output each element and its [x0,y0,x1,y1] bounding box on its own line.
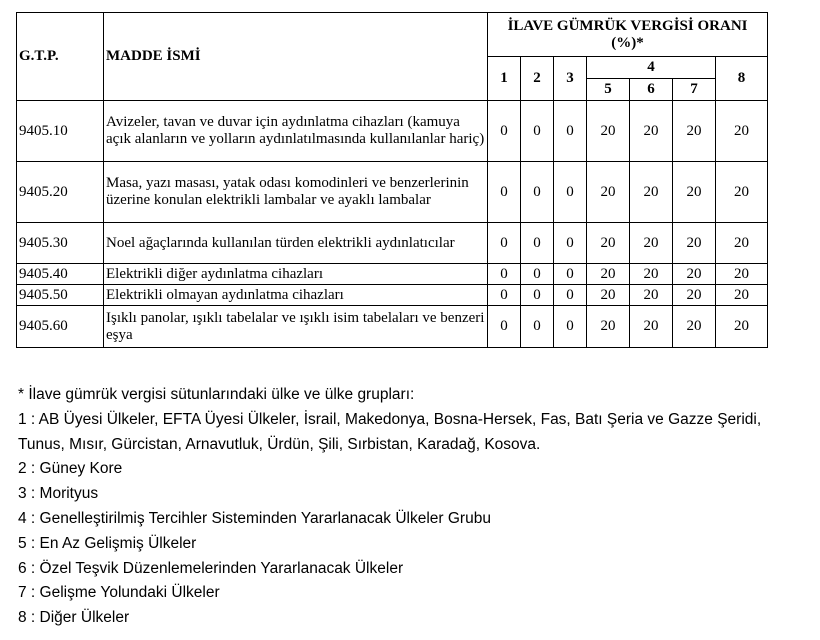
table-row [17,223,768,264]
gtp-code: 9405.60 [17,306,104,348]
table-row [17,162,768,223]
rate-cell: 20 [630,101,673,162]
rate-cell: 0 [554,223,587,264]
rate-cell: 20 [587,306,630,348]
rate-cell: 20 [587,101,630,162]
gtp-code: 9405.20 [17,162,104,223]
rate-cell: 20 [716,306,768,348]
footnote-intro: * İlave gümrük vergisi sütunlarındaki ülke ve ülke grupları: [18,386,415,403]
rate-cell: 0 [554,162,587,223]
gtp-code: 9405.50 [17,285,104,306]
item-name: Elektrikli olmayan aydınlatma cihazları [104,285,488,306]
gtp-code: 9405.40 [17,264,104,285]
col-header-1: 1 [488,57,521,101]
rate-cell: 20 [716,285,768,306]
footnote-item: 8 : Diğer Ülkeler [18,609,130,627]
table-row [17,285,768,306]
gtp-code: 9405.30 [17,223,104,264]
rate-cell: 20 [587,264,630,285]
col-header-7: 7 [673,79,716,101]
rate-cell: 20 [630,306,673,348]
rate-cell: 20 [630,285,673,306]
rate-cell: 0 [521,285,554,306]
item-name: Elektrikli diğer aydınlatma cihazları [104,264,488,285]
rate-cell: 20 [716,223,768,264]
footnotes [18,383,808,631]
rate-cell: 0 [488,223,521,264]
footnote-item: 6 : Özel Teşvik Düzenlemelerinden Yararlanacak Ülkeler [18,559,404,577]
rate-cell: 20 [673,285,716,306]
rate-cell: 20 [716,264,768,285]
footnote-item: 5 : En Az Gelişmiş Ülkeler [18,534,197,552]
gtp-header: G.T.P. [17,13,104,101]
col-header-8: 8 [716,57,768,101]
table-row [17,101,768,162]
item-name: Işıklı panolar, ışıklı tabelalar ve ışıklı isim tabelaları ve benzeri eşya [104,306,488,348]
rate-cell: 20 [673,264,716,285]
item-name: Masa, yazı masası, yatak odası komodinleri ve benzerlerinin üzerine konulan elektrikli lambalar ve ayaklı lambalar [104,162,488,223]
footnote-item: 4 : Genelleştirilmiş Tercihler Sisteminden Yararlanacak Ülkeler Grubu [18,509,491,527]
rate-cell: 20 [587,285,630,306]
rate-cell: 0 [521,306,554,348]
rate-cell: 0 [488,285,521,306]
rate-cell: 0 [488,264,521,285]
rate-cell: 0 [554,285,587,306]
item-name: Noel ağaçlarında kullanılan türden elektrikli aydınlatıcılar [104,223,488,264]
rate-cell: 0 [488,306,521,348]
footnote-item: 3 : Morityus [18,485,99,503]
rate-cell: 0 [554,101,587,162]
rate-cell: 0 [554,306,587,348]
footnote-item: 1 : AB Üyesi Ülkeler, EFTA Üyesi Ülkeler, İsrail, Makedonya, Bosna-Hersek, Fas, Batı Şeria ve Gazze Şeridi, Tunus, Mısır, Gürcistan, Arnavutluk, Ürdün, Şili, Sırbistan, Karadağ, Kosova. [18,410,762,453]
col-header-3: 3 [554,57,587,101]
col-header-2: 2 [521,57,554,101]
rate-cell: 20 [673,223,716,264]
table-row [17,264,768,285]
rate-cell: 0 [554,264,587,285]
header-row [17,13,768,57]
footnote-item: 2 : Güney Kore [18,460,123,478]
rate-cell: 20 [673,162,716,223]
madde-header: MADDE İSMİ [104,13,488,101]
gtp-code: 9405.10 [17,101,104,162]
table-row [17,306,768,348]
rate-cell: 20 [716,101,768,162]
rate-cell: 20 [716,162,768,223]
footnote-item: 7 : Gelişme Yolundaki Ülkeler [18,584,220,602]
rate-cell: 0 [488,162,521,223]
item-name: Avizeler, tavan ve duvar için aydınlatma cihazları (kamuya açık alanların ve yolların aydınlatılmasında kullanılanlar hariç) [104,101,488,162]
rate-cell: 0 [521,162,554,223]
ilave-header: İLAVE GÜMRÜK VERGİSİ ORANI (%)* [488,13,768,57]
col-header-5: 5 [587,79,630,101]
rate-cell: 0 [521,101,554,162]
rate-cell: 20 [673,101,716,162]
rate-cell: 20 [630,264,673,285]
rate-cell: 0 [488,101,521,162]
group-header-4: 4 [587,57,716,79]
col-header-6: 6 [630,79,673,101]
rate-cell: 0 [521,223,554,264]
rate-cell: 20 [673,306,716,348]
tariff-table [16,12,768,348]
rate-cell: 20 [630,162,673,223]
rate-cell: 20 [587,223,630,264]
rate-cell: 0 [521,264,554,285]
rate-cell: 20 [630,223,673,264]
rate-cell: 20 [587,162,630,223]
